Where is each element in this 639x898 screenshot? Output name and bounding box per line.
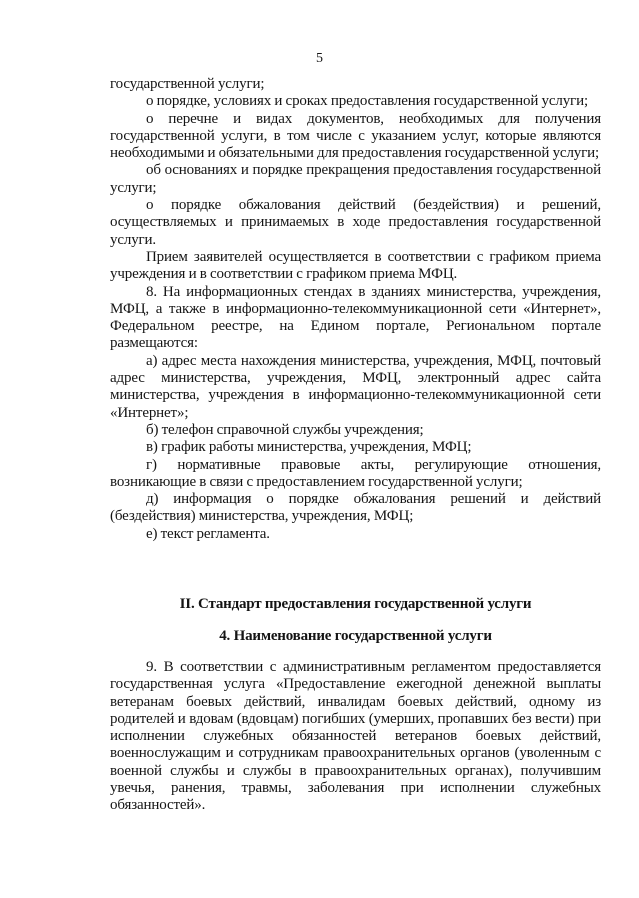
paragraph: 8. На информационных стендах в зданиях министерства, учреждения, МФЦ, а также в информационно-телекоммуникационной сети «Интернет», Федеральном реестре, на Едином портале, Региональном портале размещаются: — [110, 283, 601, 352]
paragraph: г) нормативные правовые акты, регулирующие отношения, возникающие в связи с предоставлением государственной услуги; — [110, 456, 601, 490]
subsection-heading: 4. Наименование государственной услуги — [219, 628, 492, 644]
paragraph: об основаниях и порядке прекращения предоставления государственной услуги; — [110, 162, 601, 196]
paragraph: о порядке обжалования действий (бездействия) и решений, осуществляемых и принимаемых в ходе предоставления государственной услуги. — [110, 197, 601, 248]
paragraph: 9. В соответствии с административным регламентом предоставляется государственная услуга «Предоставление ежегодной денежной выплаты ветеранам боевых действий, инвалидам боевых действий, одному из родителей и вдовам (вдовцам) погибших (умерших, пропавших без вести) при исполнении служебных обязанностей ветеранов боевых действий, военнослужащим и сотрудникам правоохранительных органов (уволенным с военной службы и службы в правоохранительных органах), получившим увечья, ранения, травмы, заболевания при исполнении служебных обязанностей». — [110, 659, 601, 814]
paragraph: о перечне и видах документов, необходимых для получения государственной услуги, в том числе с указанием услуг, которые являются необходимыми и обязательными для предоставления государственной услуги; — [110, 110, 601, 162]
paragraph: д) информация о порядке обжалования решений и действий (бездействия) министерства, учреждения, МФЦ; — [110, 491, 601, 525]
paragraph: Прием заявителей осуществляется в соответствии с графиком приема учреждения и в соответствии с графиком приема МФЦ. — [110, 248, 601, 283]
service-name-text-block — [110, 659, 601, 815]
paragraph: о порядке, условиях и сроках предоставления государственной услуги; — [146, 93, 588, 110]
paragraph: б) телефон справочной службы учреждения; — [146, 421, 424, 438]
paragraph: государственной услуги; — [110, 76, 265, 92]
paragraph: а) адрес места нахождения министерства, учреждения, МФЦ, почтовый адрес министерства, учреждения, МФЦ, электронный адрес сайта министерства, учреждения в информационно-телекоммуникационной сети «Интернет»; — [110, 352, 601, 421]
section-heading: II. Стандарт предоставления государственной услуги — [179, 596, 532, 612]
intro-text-block — [110, 76, 601, 543]
paragraph: в) график работы министерства, учреждения, МФЦ; — [146, 439, 472, 456]
page-number: 5 — [316, 51, 323, 66]
paragraph: е) текст регламента. — [146, 525, 270, 542]
